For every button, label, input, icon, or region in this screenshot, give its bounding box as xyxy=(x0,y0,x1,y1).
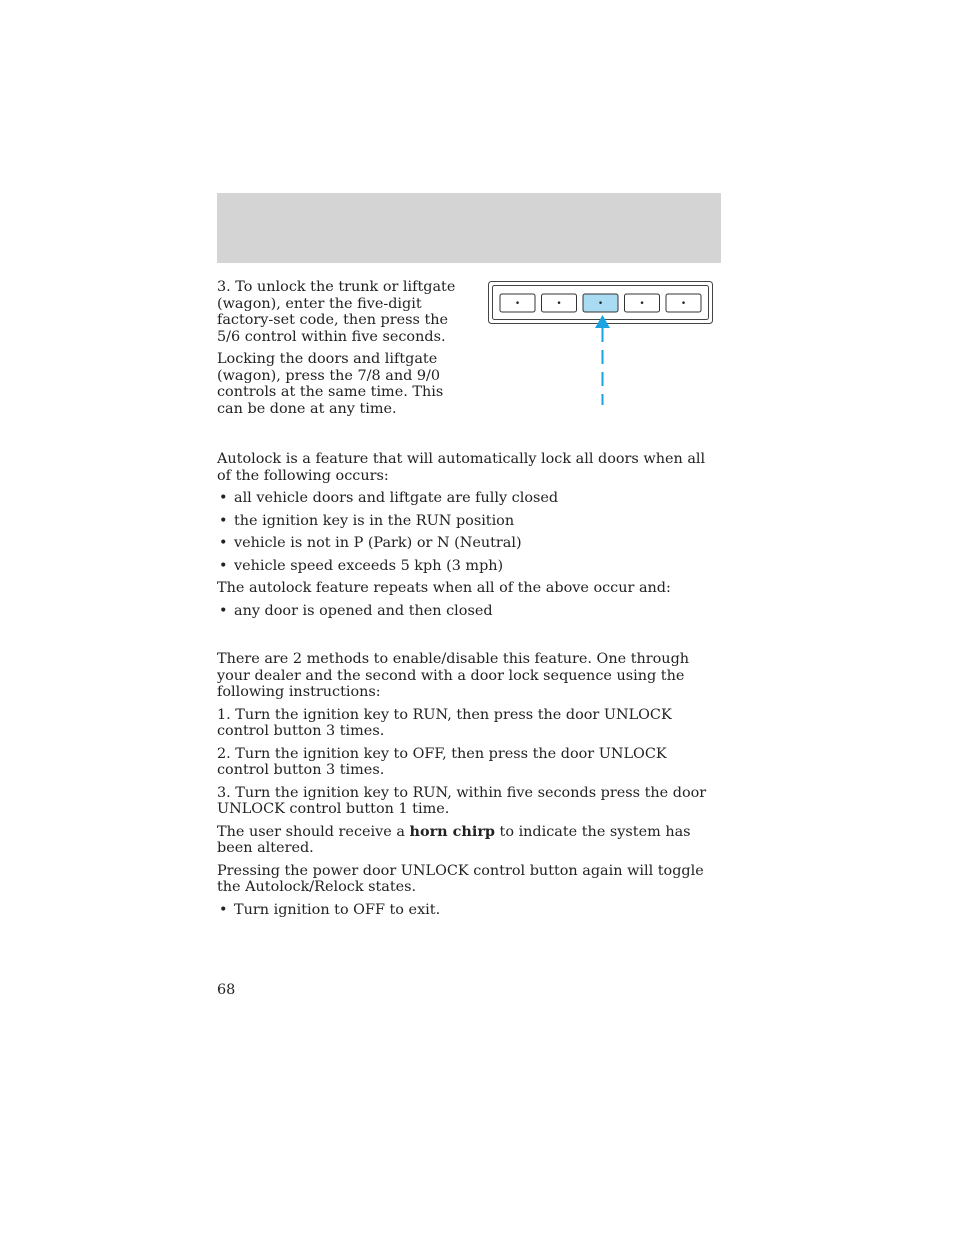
enable-step: 3. Turn the ignition key to RUN, within five seconds press the door UNLOCK control button 1 time. xyxy=(217,784,707,817)
enable-section xyxy=(217,651,722,924)
autolock-condition-item: • all vehicle doors and liftgate are fully closed xyxy=(217,490,722,507)
autolock-section xyxy=(217,451,722,625)
autolock-repeat-text: The autolock feature repeats when all of the above occur and: xyxy=(217,580,671,596)
trunk-unlock-paragraph: 3. To unlock the trunk or liftgate (wagon), enter the five-digit factory-set code, then press the 5/6 control within five seconds. xyxy=(217,279,456,345)
keypad-illustration xyxy=(488,281,720,411)
keypad-button-dot: • xyxy=(639,299,645,309)
chirp-bold: horn chirp xyxy=(409,822,495,840)
autolock-intro: Autolock is a feature that will automatically lock all doors when all of the following occurs: xyxy=(217,451,706,484)
exit-bullets-list xyxy=(217,902,722,919)
keypad-button-dot: • xyxy=(680,299,687,309)
autolock-condition-item: • the ignition key is in the RUN position xyxy=(217,513,722,530)
enable-steps-list xyxy=(217,707,722,818)
exit-bullet-item: • Turn ignition to OFF to exit. xyxy=(217,902,722,919)
autolock-condition-item: • vehicle is not in P (Park) or N (Neutral) xyxy=(217,535,722,552)
section-header-band xyxy=(217,193,721,263)
keypad-button-dot: • xyxy=(514,299,521,309)
page-number: 68 xyxy=(217,982,236,998)
enable-step: 1. Turn the ignition key to RUN, then press the door UNLOCK control button 3 times. xyxy=(217,706,672,739)
autolock-condition-item: • vehicle speed exceeds 5 kph (3 mph) xyxy=(217,558,722,575)
locking-paragraph: Locking the doors and liftgate (wagon), press the 7/8 and 9/0 controls at the same time. This can be done at any time. xyxy=(217,351,444,417)
autolock-repeat-list xyxy=(217,603,722,620)
keypad-svg xyxy=(488,281,720,406)
chirp-before: The user should receive a xyxy=(217,823,410,840)
autolock-conditions-list xyxy=(217,490,722,574)
enable-intro: There are 2 methods to enable/disable this feature. One through your dealer and the second with a door lock sequence using the following instructions: xyxy=(217,651,690,700)
toggle-paragraph: Pressing the power door UNLOCK control button again will toggle the Autolock/Relock states. xyxy=(217,862,704,895)
keypad-button-dot: • xyxy=(556,299,562,309)
chirp-after: to indicate the system has been altered. xyxy=(217,823,691,856)
keypad-button-dot: • xyxy=(597,299,604,309)
autolock-repeat-item: • any door is opened and then closed xyxy=(217,603,722,620)
horn-chirp-paragraph xyxy=(217,824,722,857)
enable-step: 2. Turn the ignition key to OFF, then press the door UNLOCK control button 3 times. xyxy=(217,745,667,778)
trunk-instructions xyxy=(217,279,467,423)
